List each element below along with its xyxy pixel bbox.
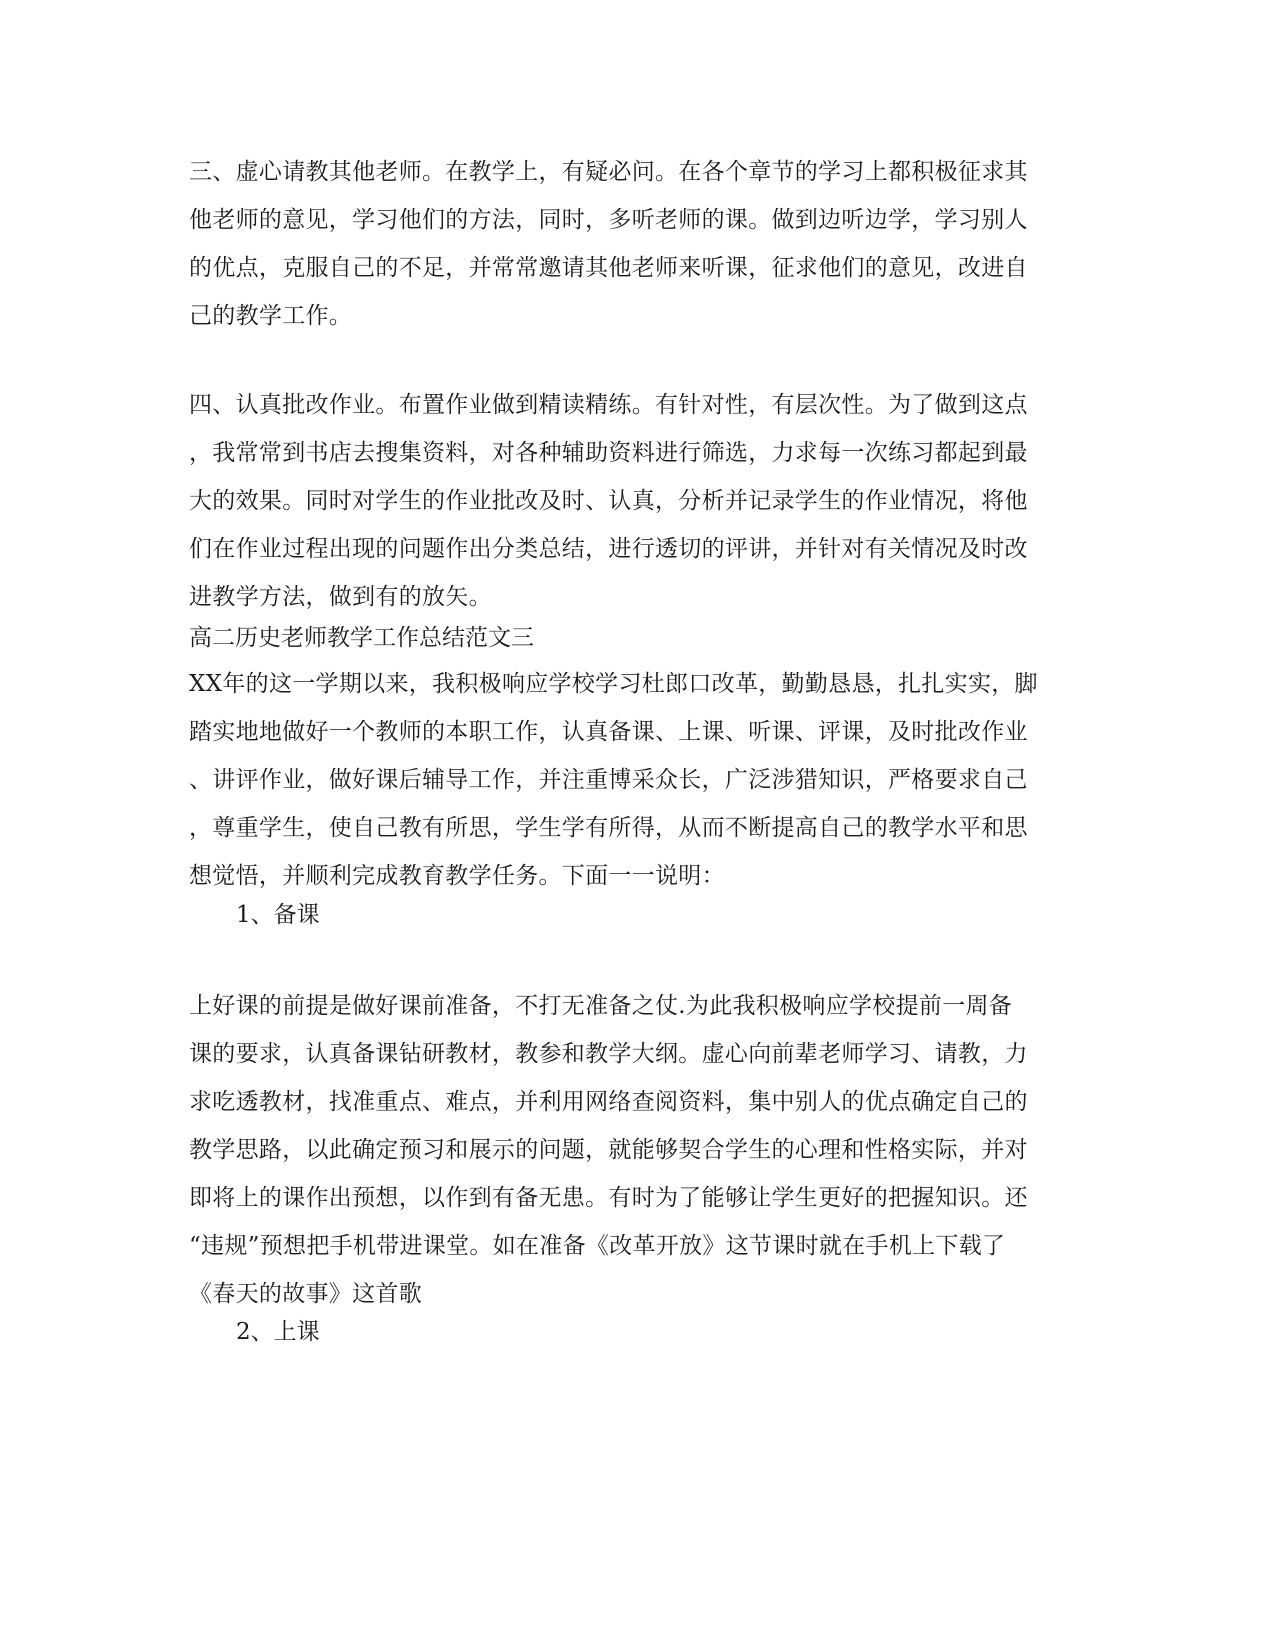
paragraph-consult-teachers: 三、虚心请教其他老师。在教学上，有疑必问。在各个章节的学习上都积极征求其 他老师的意见，学习他们的方法，同时，多听老师的课。做到边听边学，学习别人 的优点，克服自己的不足，并常常邀请其他老师来听课，征求他们的意见，改进自 己的教学工作。: [189, 159, 1028, 329]
paragraph-homework-grading: 四、认真批改作业。布置作业做到精读精练。有针对性，有层次性。为了做到这点 ，我常常到书店去搜集资料，对各种辅助资料进行筛选，力求每一次练习都起到最 大的效果。同时对学生的作业批改及时、认真，分析并记录学生的作业情况，将他 们在作业过程出现的问题作出分类总结，进行透切的评讲，并针对有关情况及时改 进教学方法，做到有的放矢。: [189, 392, 1028, 610]
paragraph-intro: XX年的这一学期以来，我积极响应学校学习杜郎口改革，勤勤恳恳，扎扎实实，脚 踏实地地做好一个教师的本职工作，认真备课、上课、听课、评课，及时批改作业 、讲评作业，做好课后辅导工作，并注重博采众长，广泛涉猎知识，严格要求自己 ，尊重学生，使自己教有所思，学生学有所得，从而不断提高自己的教学水平和思 想觉悟，并顺利完成教育教学任务。下面一一说明：: [189, 671, 1038, 889]
subheading-teaching: 2、上课: [236, 1319, 320, 1345]
subheading-lesson-prep: 1、备课: [236, 902, 320, 928]
section-heading: 高二历史老师教学工作总结范文三: [189, 625, 534, 651]
paragraph-lesson-prep: 上好课的前提是做好课前准备，不打无准备之仗.为此我积极响应学校提前一周备 课的要求，认真备课钻研教材，教参和教学大纲。虚心向前辈老师学习、请教，力 求吃透教材，找准重点、难点，并利用网络查阅资料，集中别人的优点确定自己的 教学思路，以此确定预习和展示的问题，就能够契合学生的心理和性格实际，并对 即将上的课作出预想，以作到有备无患。有时为了能够让学生更好的把握知识。还 “违规”预想把手机带进课堂。如在准备《改革开放》这节课时就在手机上下载了 《春天的故事》这首歌: [189, 993, 1028, 1307]
